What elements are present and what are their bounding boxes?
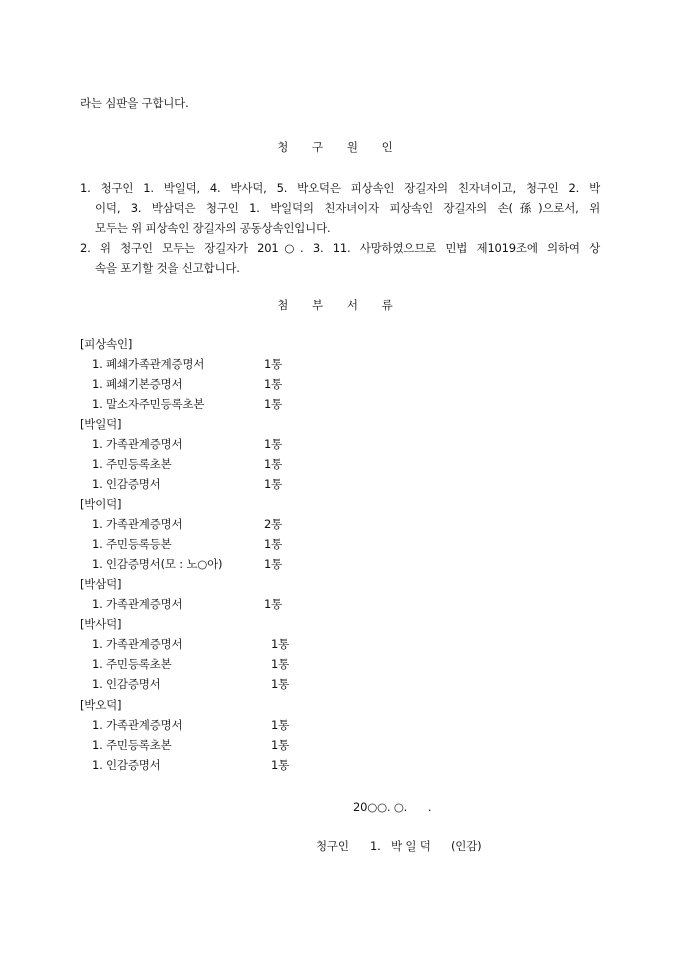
group-label-park-samdeok: [박삼덕] [80, 577, 122, 591]
attachment-item-name: 1. 주민등록초본 [92, 457, 172, 471]
cause-heading: 청 구 원 인 [277, 140, 403, 154]
cause-para1-line2: 이덕, 3. 박삼덕은 청구인 1. 박일덕의 친자녀이자 피상속인 장길자의 손(孫)으로서, 위 [95, 201, 600, 215]
attachment-item-name: 1. 인감증명서(모 : 노○아) [92, 557, 223, 571]
attachment-item-name: 1. 가족관계증명서 [92, 517, 183, 531]
attachment-item-count: 2통 [264, 517, 283, 531]
attachment-item-name: 1. 가족관계증명서 [92, 718, 183, 732]
attachment-item-name: 1. 가족관계증명서 [92, 637, 183, 651]
attachment-item-count: 1통 [271, 718, 290, 732]
group-label-park-odeok: [박오덕] [80, 698, 122, 712]
attachment-item-count: 1통 [264, 557, 283, 571]
attachment-item-count: 1통 [264, 437, 283, 451]
group-label-park-ideok: [박이덕] [80, 497, 122, 511]
attachment-item-name: 1. 말소자주민등록초본 [92, 397, 205, 411]
attachments-heading: 첨 부 서 류 [277, 298, 403, 312]
attachment-item-count: 1통 [271, 677, 290, 691]
signature-seal: (인감) [451, 839, 482, 853]
group-label-deceased: [피상속인] [80, 337, 133, 351]
attachment-item-name: 1. 인감증명서 [92, 758, 161, 772]
attachment-item-count: 1통 [264, 377, 283, 391]
attachment-item-count: 1통 [264, 357, 283, 371]
attachment-item-name: 1. 가족관계증명서 [92, 597, 183, 611]
cause-para1-line3: 모두는 위 피상속인 장길자의 공동상속인입니다. [95, 221, 331, 235]
attachment-item-count: 1통 [264, 477, 283, 491]
attachment-item-count: 1통 [271, 637, 290, 651]
attachment-item-name: 1. 인감증명서 [92, 477, 161, 491]
attachment-item-name: 1. 인감증명서 [92, 677, 161, 691]
date-line: 20○○. ○. . [353, 800, 432, 814]
intro-line: 라는 심판을 구합니다. [80, 96, 189, 110]
attachment-item-count: 1통 [271, 738, 290, 752]
cause-para1-line1: 1. 청구인 1. 박일덕, 4. 박사덕, 5. 박오덕은 피상속인 장길자의 친자녀이고, 청구인 2. 박 [80, 181, 600, 195]
group-label-park-sadeok: [박사덕] [80, 617, 122, 631]
attachment-item-count: 1통 [264, 457, 283, 471]
attachment-item-name: 1. 폐쇄기본증명서 [92, 377, 183, 391]
attachment-item-name: 1. 주민등록등본 [92, 537, 172, 551]
signature-role: 청구인 [316, 839, 349, 853]
attachment-item-name: 1. 가족관계증명서 [92, 437, 183, 451]
cause-para2-line2: 속을 포기할 것을 신고합니다. [95, 261, 240, 275]
cause-para2-line1: 2. 위 청구인 모두는 장길자가 201○. 3. 11. 사망하였으므로 민법 제1019조에 의하여 상 [80, 241, 600, 255]
attachment-item-count: 1통 [264, 537, 283, 551]
attachment-item-count: 1통 [264, 597, 283, 611]
attachment-item-name: 1. 폐쇄가족관계증명서 [92, 357, 205, 371]
attachment-item-name: 1. 주민등록초본 [92, 657, 172, 671]
attachment-item-count: 1통 [264, 397, 283, 411]
attachment-item-name: 1. 주민등록초본 [92, 738, 172, 752]
attachment-item-count: 1통 [271, 758, 290, 772]
attachment-item-count: 1통 [271, 657, 290, 671]
signature-number: 1. [370, 839, 381, 853]
signature-name: 박 일 덕 [391, 839, 431, 853]
group-label-park-ildeok: [박일덕] [80, 417, 122, 431]
